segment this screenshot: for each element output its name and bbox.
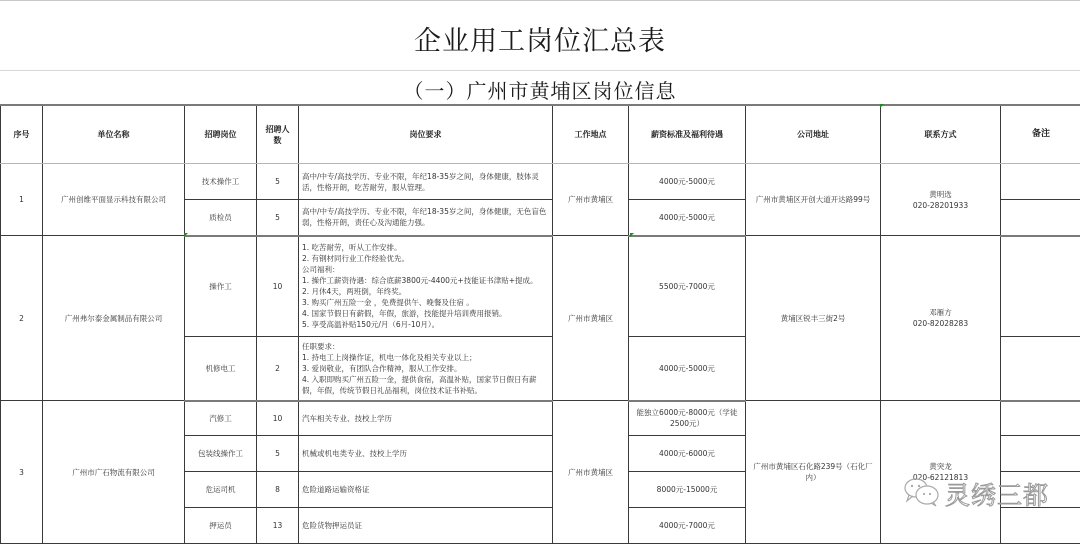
cell-contact	[881, 236, 1001, 401]
cell-note	[1001, 337, 1080, 401]
cell-position: 汽修工	[185, 401, 257, 436]
contact-name: 邓雁方	[883, 307, 998, 318]
contact-phone: 020-28201933	[883, 200, 998, 211]
cell-requirement: 危险货物押运员证	[299, 508, 553, 544]
cell-note	[1001, 436, 1080, 472]
table-row	[1, 164, 1080, 200]
col-header-location: 工作地点	[553, 105, 629, 164]
cell-requirement: 机械或机电类专业、技校上学历	[299, 436, 553, 472]
cell-note	[1001, 401, 1080, 436]
contact-name: 黄明选	[883, 189, 998, 200]
cell-position: 危运司机	[185, 472, 257, 508]
comment-marker	[630, 233, 634, 237]
contact-name: 黄突龙	[883, 461, 998, 472]
cell-count: 2	[257, 337, 299, 401]
cell-note	[1001, 164, 1080, 200]
table-row	[1, 401, 1080, 436]
cell-requirement: 任职要求： 1. 持电工上岗操作证，机电一体化及相关专业以上； 3. 爱岗敬业，有团队合作精神，服从工作安排。 4. 入职即购买广州五险一金，提供食宿，高温补贴，国家节日假日有薪假，年假，传统节假日礼品福利，岗位技术证书补贴。	[299, 337, 553, 401]
cell-salary: 4000元-6000元	[629, 436, 746, 472]
cell-contact	[881, 164, 1001, 236]
cell-salary: 4000元-5000元	[629, 164, 746, 200]
cell-position: 技术操作工	[185, 164, 257, 200]
cell-count: 10	[257, 236, 299, 337]
cell-salary: 8000元-15000元	[629, 472, 746, 508]
cell-company: 广州市广石物流有限公司	[43, 401, 185, 544]
col-header-requirement: 岗位要求	[299, 105, 553, 164]
cell-address: 广州市黄埔区石化路239号（石化厂内）	[746, 401, 881, 544]
contact-phone: 020-62121813	[883, 472, 998, 483]
cell-requirement: 汽车相关专业、技校上学历	[299, 401, 553, 436]
cell-requirement: 1. 吃苦耐劳，听从工作安排。 2. 有钢材同行业工作经验优先。 公司福利： 1. 操作工薪资待遇：综合底薪3800元-4400元+技能证书津贴+提成。 2. 月休4天，两班倒，年终奖。 3. 购买广州五险一金 ，免费提供午、晚餐及住宿 。 4. 国家节假日有薪假，年假，旅游，技能提升培训费用报销。 5. 享受高温补贴150元/月（6月-10月）。	[299, 236, 553, 337]
cell-note	[1001, 472, 1080, 508]
col-header-salary: 薪资标准及福利待遇	[629, 105, 746, 164]
subtitle-row	[0, 71, 1080, 104]
cell-no: 1	[1, 164, 43, 236]
cell-no: 3	[1, 401, 43, 544]
cell-position: 机修电工	[185, 337, 257, 401]
cell-location: 广州市黄埔区	[553, 164, 629, 236]
title-row	[0, 0, 1080, 71]
cell-no: 2	[1, 236, 43, 401]
contact-phone: 020-82028283	[883, 318, 998, 329]
col-header-count: 招聘人数	[257, 105, 299, 164]
comment-marker	[184, 233, 188, 237]
cell-requirement: 危险道路运输资格证	[299, 472, 553, 508]
cell-salary: 4000元-5000元	[629, 337, 746, 401]
cell-salary: 4000元-7000元	[629, 508, 746, 544]
cell-requirement: 高中/中专/高技学历、专业不限，年纪18-35岁之间，身体健康，肢体灵活，性格开朗，吃苦耐劳，服从管理。	[299, 164, 553, 200]
cell-position: 包装线操作工	[185, 436, 257, 472]
cell-address: 广州市黄埔区开创大道开达路99号	[746, 164, 881, 236]
header-row	[1, 105, 1080, 164]
col-header-note: 备注	[1001, 105, 1080, 164]
section-title: （一）广州市黄埔区岗位信息	[404, 71, 677, 104]
table-row	[1, 236, 1080, 337]
cell-salary: 5500元-7000元	[629, 236, 746, 337]
cell-count: 10	[257, 401, 299, 436]
job-table	[0, 104, 1080, 544]
cell-position: 质检员	[185, 200, 257, 236]
page-title: 企业用工岗位汇总表	[414, 13, 666, 58]
cell-note	[1001, 508, 1080, 544]
col-header-company: 单位名称	[43, 105, 185, 164]
cell-salary: 4000元-5000元	[629, 200, 746, 236]
cell-note	[1001, 200, 1080, 236]
cell-contact	[881, 401, 1001, 544]
cell-note	[1001, 236, 1080, 337]
col-header-position: 招聘岗位	[185, 105, 257, 164]
cell-count: 13	[257, 508, 299, 544]
cell-count: 5	[257, 200, 299, 236]
cell-position: 押运员	[185, 508, 257, 544]
cell-salary: 能独立6000元-8000元（学徒2500元）	[629, 401, 746, 436]
col-header-contact: 联系方式	[881, 105, 1001, 164]
cell-company: 广州弗尔泰金属制品有限公司	[43, 236, 185, 401]
col-header-no: 序号	[1, 105, 43, 164]
watermark-text: 灵绣三都	[945, 476, 1049, 512]
cell-location: 广州市黄埔区	[553, 236, 629, 401]
cell-count: 5	[257, 164, 299, 200]
col-header-address: 公司地址	[746, 105, 881, 164]
cell-location: 广州市黄埔区	[553, 401, 629, 544]
cell-position: 操作工	[185, 236, 257, 337]
cell-count: 5	[257, 436, 299, 472]
cell-requirement: 高中/中专/高技学历、专业不限，年纪18-35岁之间，身体健康，无色盲色弱，性格开朗，责任心及沟通能力强。	[299, 200, 553, 236]
cell-address: 黄埔区锐丰三街2号	[746, 236, 881, 401]
cell-count: 8	[257, 472, 299, 508]
comment-marker	[880, 104, 884, 108]
cell-company: 广州创维平面显示科技有限公司	[43, 164, 185, 236]
